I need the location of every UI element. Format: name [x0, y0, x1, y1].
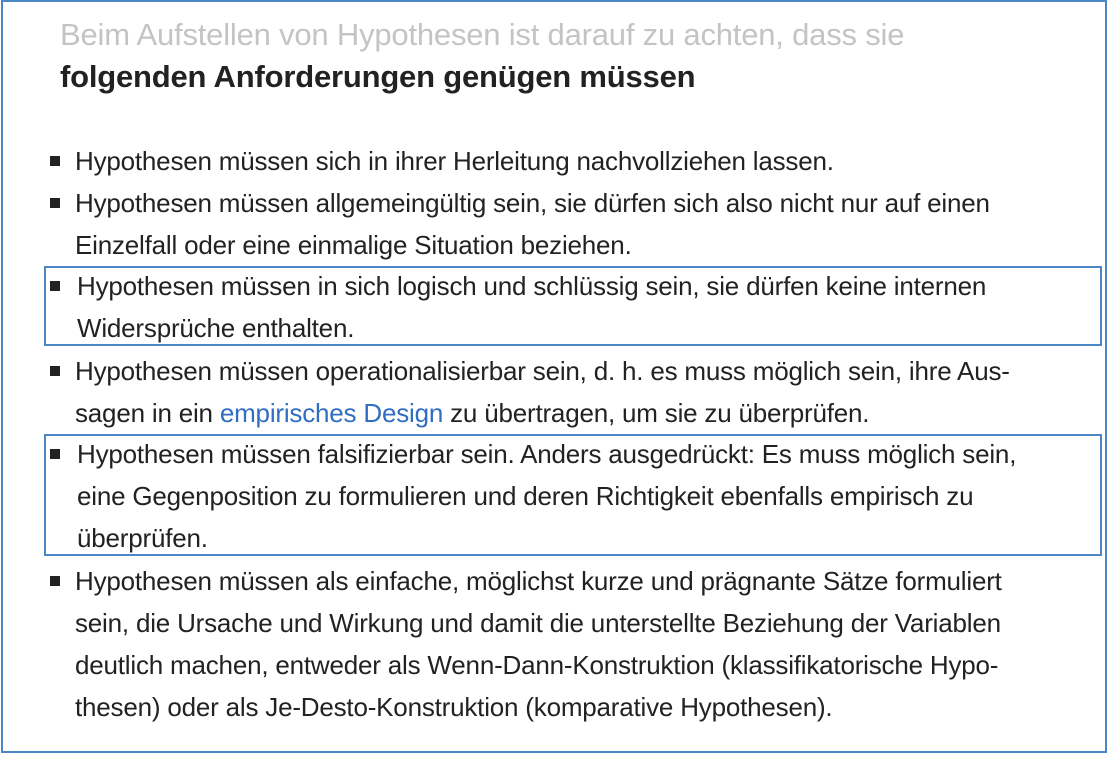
item-line: Einzelfall oder eine einmalige Situation beziehen.	[75, 230, 632, 260]
square-bullet-icon	[50, 576, 60, 586]
item-text: zu übertragen, um sie zu überprüfen.	[443, 398, 870, 428]
square-bullet-icon	[50, 156, 60, 166]
square-bullet-icon	[50, 366, 60, 376]
item-line: Hypothesen müssen sich in ihrer Herleitung nachvollziehen lassen.	[75, 146, 834, 176]
square-bullet-icon	[50, 198, 60, 208]
list-item	[44, 182, 1102, 266]
square-bullet-icon	[50, 449, 60, 459]
item-line: überprüfen.	[77, 523, 208, 553]
item-text: sagen in ein	[75, 398, 220, 428]
empirisches-design-link[interactable]: empirisches Design	[219, 398, 444, 428]
heading-line-2: folgenden Anforderungen genügen müssen	[60, 59, 696, 94]
item-line: Hypothesen müssen in sich logisch und schlüssig sein, sie dürfen keine internen	[77, 271, 987, 301]
item-line	[75, 392, 1102, 434]
heading-line-1: Beim Aufstellen von Hypothesen ist darauf zu achten, dass sie	[60, 17, 905, 52]
highlighted-list-item	[44, 266, 1102, 346]
highlighted-list-item	[44, 434, 1102, 556]
item-line: thesen) oder als Je-Desto-Konstruktion (komparative Hypothesen).	[75, 692, 833, 722]
item-line: Hypothesen müssen als einfache, möglichst kurze und prägnante Sätze formuliert	[75, 566, 1002, 596]
list-item	[44, 560, 1102, 728]
item-line: Hypothesen müssen falsifizierbar sein. Anders ausgedrückt: Es muss möglich sein,	[77, 439, 1017, 469]
item-line: eine Gegenposition zu formulieren und deren Richtigkeit ebenfalls empirisch zu	[77, 481, 974, 511]
item-line: deutlich machen, entweder als Wenn-Dann-Konstruktion (klassifikatorische Hypo-	[75, 650, 999, 680]
item-line: sein, die Ursache und Wirkung und damit die unterstellte Beziehung der Variablen	[75, 608, 1001, 638]
item-line: Widersprüche enthalten.	[77, 313, 355, 343]
item-line: Hypothesen müssen operationalisierbar sein, d. h. es muss möglich sein, ihre Aus-	[75, 356, 1010, 386]
list-item	[44, 350, 1102, 434]
square-bullet-icon	[50, 281, 60, 291]
item-line: Hypothesen müssen allgemeingültig sein, sie dürfen sich also nicht nur auf einen	[75, 188, 990, 218]
list-item	[44, 140, 1102, 182]
